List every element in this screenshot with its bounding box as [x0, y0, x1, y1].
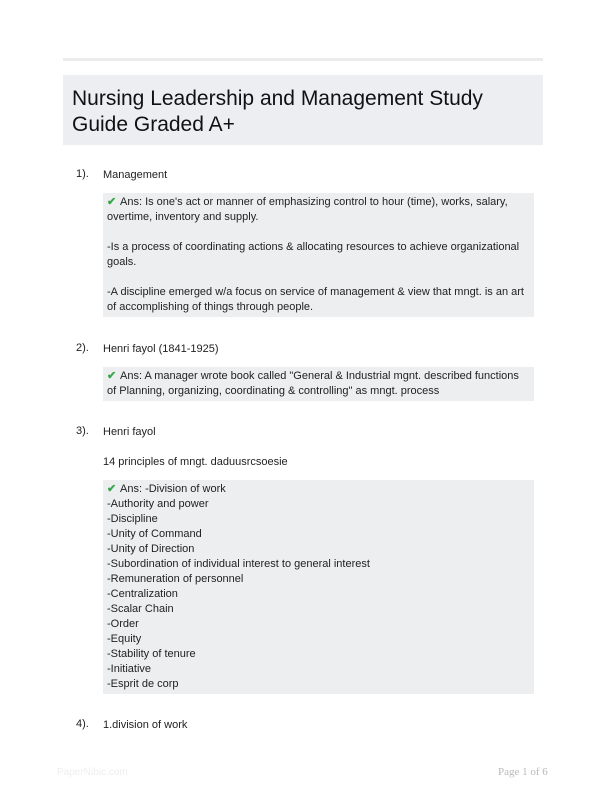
page-indicator: Page 1 of 6 — [498, 766, 548, 778]
title-banner — [63, 75, 543, 145]
answer-box — [103, 480, 534, 694]
top-divider — [63, 58, 543, 61]
answer-line: -Stability of tenure — [107, 648, 196, 660]
answer-line: -Initiative — [107, 663, 152, 675]
answer-line: ✔ Ans: Is one's act or manner of emphasizing control to hour (time), works, salary, overtime, inventory and supply. — [107, 196, 508, 223]
question-number: 2). — [76, 342, 89, 354]
answer-line: -Scalar Chain — [107, 603, 174, 615]
answer-line: -Esprit de corp — [107, 678, 179, 690]
answer-line: -Subordination of individual interest to general interest — [107, 558, 370, 570]
answer-line: -Unity of Direction — [107, 543, 195, 555]
answer-line: -Authority and power — [107, 498, 209, 510]
question-number: 1). — [76, 168, 89, 180]
question-number: 3). — [76, 425, 89, 437]
question-title: Management — [103, 169, 168, 181]
question-number: 4). — [76, 718, 89, 730]
answer-line: -Centralization — [107, 588, 178, 600]
answer-line: -Is a process of coordinating actions & allocating resources to achieve organizational goals. — [107, 241, 520, 268]
question-subtitle: 14 principles of mngt. daduusrcsoesie — [103, 456, 288, 468]
check-icon: ✔ — [107, 196, 117, 208]
answer-line: -Remuneration of personnel — [107, 573, 244, 585]
answer-line: -Unity of Command — [107, 528, 202, 540]
answer-box — [103, 367, 534, 401]
answer-line: -A discipline emerged w/a focus on service of management & view that mngt. is an art of accomplishing of things through people. — [107, 286, 524, 313]
check-icon: ✔ — [107, 370, 117, 382]
question-title: Henri fayol — [103, 426, 156, 438]
answer-line: -Order — [107, 618, 139, 630]
question-title: Henri fayol (1841-1925) — [103, 343, 219, 355]
watermark-text: PaperNibic.com — [57, 767, 128, 778]
answer-line: ✔ Ans: A manager wrote book called "General & Industrial mgnt. described functions of Planning, organizing, coordinating & controlling" as mngt. process — [107, 370, 519, 397]
answer-box — [103, 193, 534, 317]
page-title: Nursing Leadership and Management Study Guide Graded A+ — [72, 87, 483, 136]
answer-line: -Discipline — [107, 513, 158, 525]
answer-line: ✔ Ans: -Division of work — [107, 483, 226, 495]
check-icon: ✔ — [107, 483, 117, 495]
answer-line: -Equity — [107, 633, 142, 645]
question-title: 1.division of work — [103, 719, 188, 731]
